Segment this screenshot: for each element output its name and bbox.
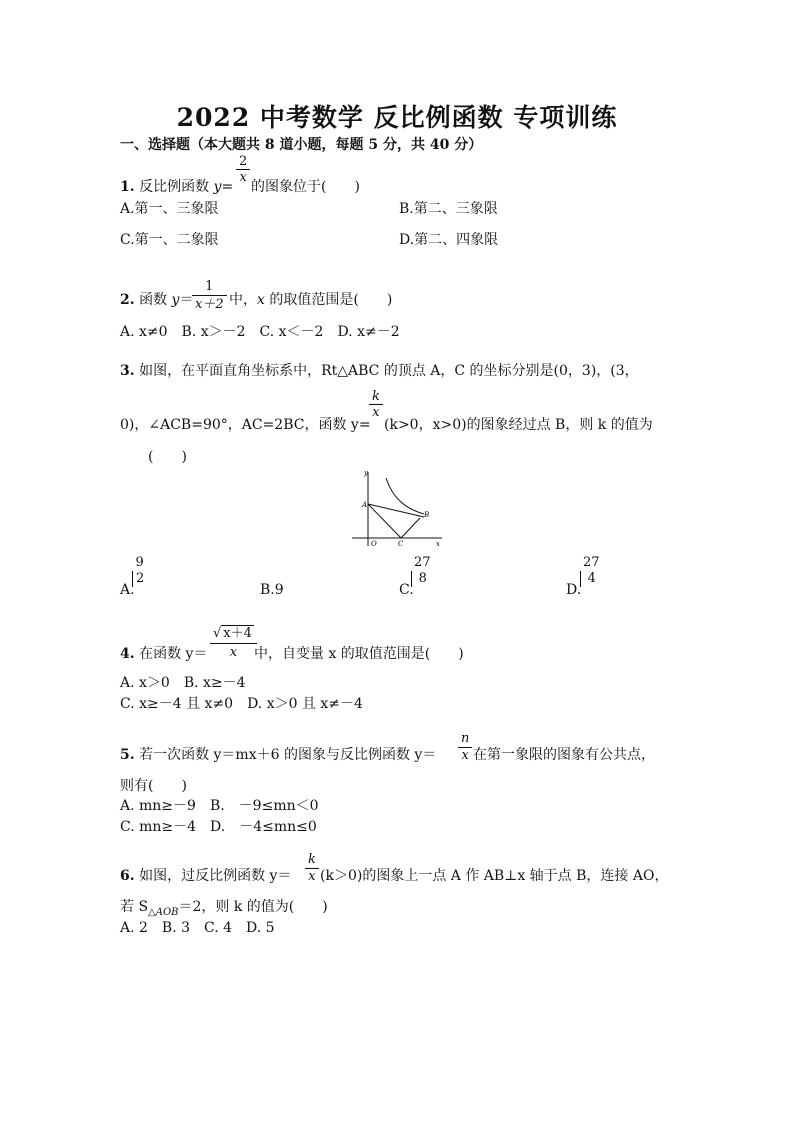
denominator: 2 (132, 571, 147, 587)
option-b: B.第二、三象限 (399, 201, 498, 217)
segment-ab (368, 504, 424, 517)
option-d: D. (566, 582, 582, 598)
question-text: 在函数 y＝ (134, 646, 208, 662)
subscript: △AOB (148, 906, 179, 918)
question-5 (120, 744, 436, 764)
label-o: O (371, 540, 377, 548)
denominator: x (372, 405, 380, 420)
fraction-2-over-x (236, 154, 250, 185)
question-text-tail (229, 289, 392, 309)
segment-cb (401, 518, 420, 538)
fraction-1-over-x-plus-2 (192, 278, 227, 313)
option-c: C.第一、二象限 (120, 232, 219, 248)
question-number: 5. (120, 747, 135, 763)
question-number: 2. (120, 292, 135, 308)
label-y: y (364, 469, 368, 477)
fraction-k-over-x (369, 389, 383, 420)
question-text-tail: (k＞0)的图象上一点 A 作 AB⊥x 轴于点 B，连接 AO， (320, 868, 669, 884)
page-title: 2022 中考数学 反比例函数 专项训练 (176, 103, 618, 132)
fraction-sqrt-x-plus-4-over-x (210, 625, 257, 662)
math-var: y (213, 179, 222, 195)
question-number: 4. (120, 646, 135, 662)
question-text: 反比例函数 (134, 179, 214, 195)
question-text-tail: 中，自变量 x 的取值范围是( ) (254, 646, 464, 662)
question-3-line-2: 0)，∠ACB=90°，AC=2BC，函数 y= (120, 417, 371, 433)
math-var: y (171, 292, 180, 308)
numerator: √ x＋4 (210, 625, 257, 644)
question-text: 若 S (120, 899, 149, 915)
denominator: x (461, 748, 469, 763)
question-text-tail: 在第一象限的图象有公共点， (473, 747, 655, 763)
option-d: D.第二、四象限 (399, 232, 499, 248)
question-text: 若一次函数 y＝mx＋6 的图象与反比例函数 y＝ (134, 747, 437, 763)
numerator: 2 (236, 154, 250, 170)
answer-blank: ( ) (148, 449, 187, 465)
denominator: x (308, 869, 316, 884)
option-a: A. (120, 582, 135, 598)
numerator: k (369, 389, 383, 405)
sqrt-radicand: x＋4 (223, 626, 252, 641)
question-number: 6. (120, 868, 135, 884)
fraction-9-over-2 (132, 555, 147, 587)
math-op: = (221, 179, 234, 195)
question-text: 如图，过反比例函数 y＝ (134, 868, 292, 884)
fraction-k-over-x (305, 852, 319, 885)
numerator: k (305, 852, 319, 869)
question-6 (120, 865, 291, 885)
question-5-line-2: 则有( ) (120, 778, 187, 794)
label-a: A (362, 501, 368, 509)
label-c: C (398, 540, 404, 548)
fraction-27-over-4 (580, 555, 603, 587)
denominator: 8 (411, 571, 434, 587)
denominator: x (239, 170, 247, 185)
numerator: 9 (135, 555, 144, 570)
options-line: A. 2 B. 3 C. 4 D. 5 (120, 920, 275, 936)
numerator: 27 (414, 555, 431, 570)
question-text-tail: 的图象位于( ) (251, 179, 360, 195)
label-b: B (424, 511, 430, 519)
question-6-line-2 (120, 896, 328, 918)
hyperbola-curve (386, 478, 424, 514)
fraction-n-over-x (458, 731, 472, 764)
option-c: C. (399, 582, 414, 598)
question-number: 1. (120, 179, 135, 195)
numerator: 1 (192, 278, 227, 296)
numerator: 27 (583, 555, 600, 570)
fraction-27-over-8 (411, 555, 434, 587)
options-line-1: A. mn≥－9 B. －9≤mn＜0 (120, 798, 319, 814)
question-1 (120, 176, 233, 196)
question-number: 3. (120, 363, 135, 379)
math-op: ＝ (179, 292, 194, 308)
question-2 (120, 289, 193, 309)
options-line-2: C. mn≥－4 D. －4≤mn≤0 (120, 819, 317, 835)
question-4 (120, 643, 207, 663)
question-3-line-2-tail: (k>0，x>0)的图象经过点 B，则 k 的值为 (384, 417, 653, 433)
question-text: 的取值范围是( ) (264, 292, 393, 308)
option-b: B.9 (260, 582, 284, 598)
option-a: A.第一、三象限 (120, 201, 219, 217)
numerator: n (458, 731, 472, 748)
denominator: x＋2 (195, 297, 224, 312)
options-line-1: A. x＞0 B. x≥－4 (120, 675, 246, 691)
label-x: x (436, 540, 440, 548)
math-var: x (257, 292, 265, 308)
options-line: A. x≠0 B. x＞－2 C. x＜－2 D. x≠－2 (120, 324, 400, 340)
question-text: 函数 (134, 292, 172, 308)
denominator: 4 (580, 571, 603, 587)
question-text: ＝2，则 k 的值为( ) (178, 899, 328, 915)
section-heading: 一、选择题（本大题共 8 道小题，每题 5 分，共 40 分） (120, 137, 483, 153)
denominator: x (229, 645, 238, 660)
segment-ac (368, 504, 401, 538)
question-3 (120, 360, 639, 380)
q3-figure (348, 466, 448, 550)
options-line-2: C. x≥－4 且 x≠0 D. x＞0 且 x≠－4 (120, 696, 363, 712)
question-text: 如图，在平面直角坐标系中，Rt△ABC 的顶点 A，C 的坐标分别是(0，3)，(3， (134, 363, 639, 379)
question-text: 中， (229, 292, 257, 308)
